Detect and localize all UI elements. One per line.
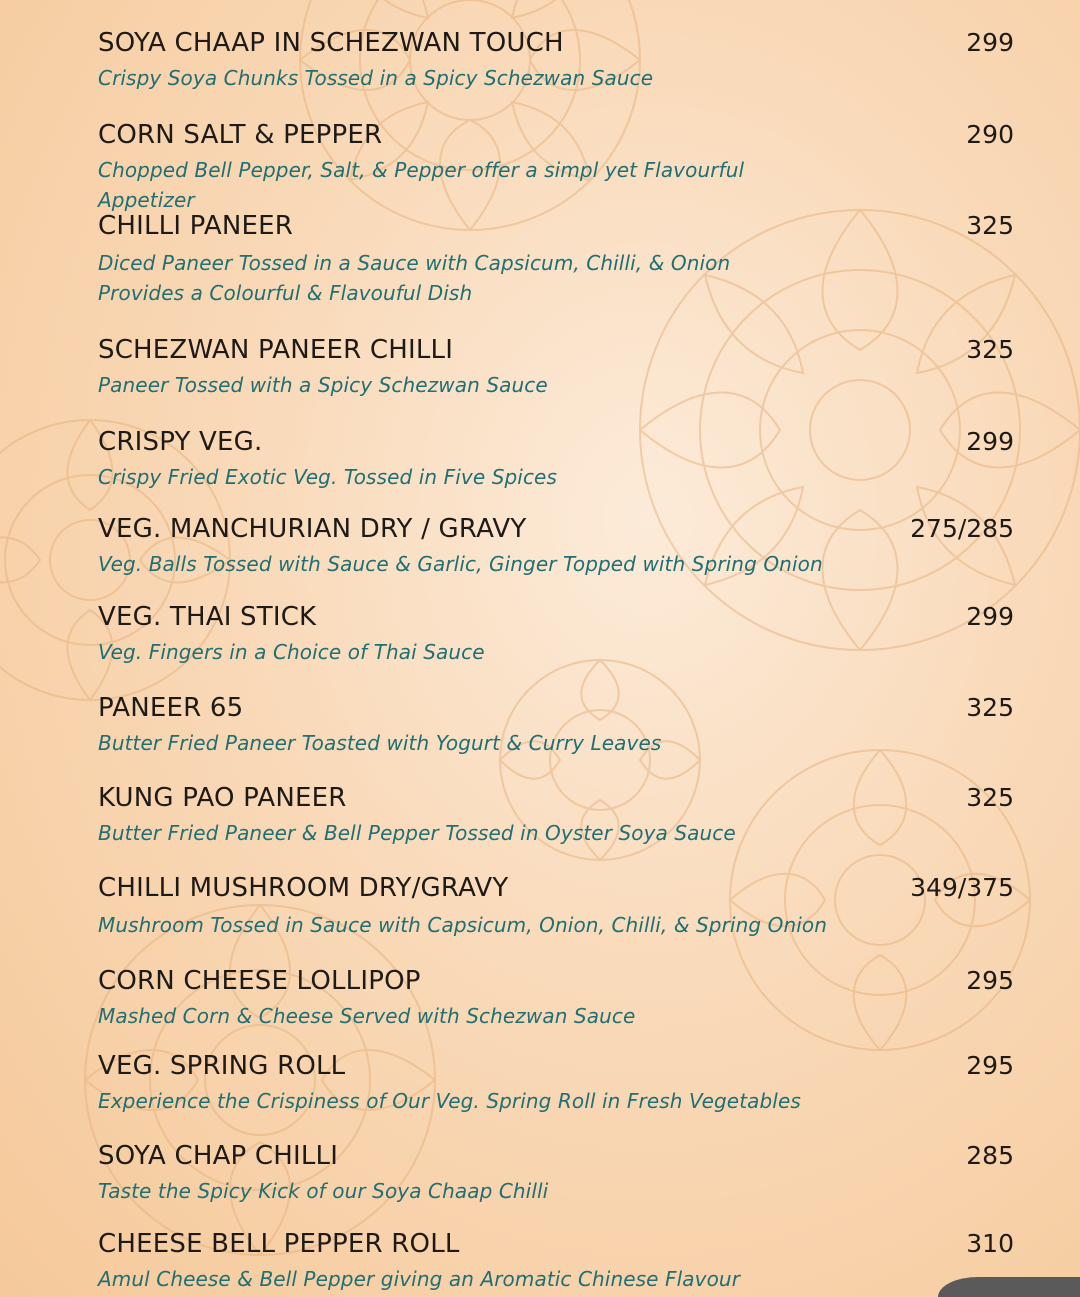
item-price: 295 bbox=[966, 966, 1014, 995]
item-description: Crispy Fried Exotic Veg. Tossed in Five Spices bbox=[98, 465, 557, 489]
page-corner-tab bbox=[938, 1277, 1080, 1297]
item-price: 275/285 bbox=[910, 514, 1014, 543]
item-description: Crispy Soya Chunks Tossed in a Spicy Schezwan Sauce bbox=[98, 66, 654, 90]
item-price: 295 bbox=[966, 1051, 1014, 1080]
item-name: SOYA CHAAP IN SCHEZWAN TOUCH bbox=[98, 28, 564, 58]
item-name: VEG. MANCHURIAN DRY / GRAVY bbox=[98, 514, 527, 544]
item-price: 325 bbox=[966, 783, 1014, 812]
item-description: Experience the Crispiness of Our Veg. Spring Roll in Fresh Vegetables bbox=[98, 1089, 801, 1113]
item-description: Chopped Bell Pepper, Salt, & Pepper offer a simpl yet Flavourful Appetizer bbox=[98, 158, 745, 212]
item-description: Butter Fried Paneer & Bell Pepper Tossed in Oyster Soya Sauce bbox=[98, 821, 736, 845]
item-price: 325 bbox=[966, 693, 1014, 722]
item-description: Butter Fried Paneer Toasted with Yogurt & Curry Leaves bbox=[98, 731, 662, 755]
item-description: Taste the Spicy Kick of our Soya Chaap Chilli bbox=[98, 1179, 549, 1203]
item-name: KUNG PAO PANEER bbox=[98, 783, 347, 813]
item-description: Mushroom Tossed in Sauce with Capsicum, Onion, Chilli, & Spring Onion bbox=[98, 913, 827, 937]
item-name: SCHEZWAN PANEER CHILLI bbox=[98, 335, 454, 365]
item-description: Paneer Tossed with a Spicy Schezwan Sauce bbox=[98, 373, 548, 397]
item-name: VEG. THAI STICK bbox=[98, 602, 317, 632]
item-description: Veg. Fingers in a Choice of Thai Sauce bbox=[98, 640, 485, 664]
item-price: 310 bbox=[966, 1229, 1014, 1258]
item-price: 299 bbox=[966, 427, 1014, 456]
item-name: CORN SALT & PEPPER bbox=[98, 120, 383, 150]
item-description: Mashed Corn & Cheese Served with Schezwan Sauce bbox=[98, 1004, 636, 1028]
item-price: 285 bbox=[966, 1141, 1014, 1170]
item-price: 325 bbox=[966, 211, 1014, 240]
item-description: Diced Paneer Tossed in a Sauce with Capsicum, Chilli, & Onion Provides a Colourful & Flavouful Dish bbox=[98, 251, 731, 305]
item-name: SOYA CHAP CHILLI bbox=[98, 1141, 339, 1171]
item-description: Veg. Balls Tossed with Sauce & Garlic, Ginger Topped with Spring Onion bbox=[98, 552, 823, 576]
item-name: CHILLI PANEER bbox=[98, 211, 294, 241]
item-price: 349/375 bbox=[910, 873, 1014, 902]
item-name: CHEESE BELL PEPPER ROLL bbox=[98, 1229, 460, 1259]
item-price: 290 bbox=[966, 120, 1014, 149]
item-name: PANEER 65 bbox=[98, 693, 244, 723]
item-name: CRISPY VEG. bbox=[98, 427, 263, 457]
item-price: 299 bbox=[966, 602, 1014, 631]
item-name: CHILLI MUSHROOM DRY/GRAVY bbox=[98, 873, 509, 903]
item-description: Amul Cheese & Bell Pepper giving an Aromatic Chinese Flavour bbox=[98, 1267, 741, 1291]
item-name: CORN CHEESE LOLLIPOP bbox=[98, 966, 421, 996]
item-name: VEG. SPRING ROLL bbox=[98, 1051, 346, 1081]
item-price: 325 bbox=[966, 335, 1014, 364]
item-price: 299 bbox=[966, 28, 1014, 57]
